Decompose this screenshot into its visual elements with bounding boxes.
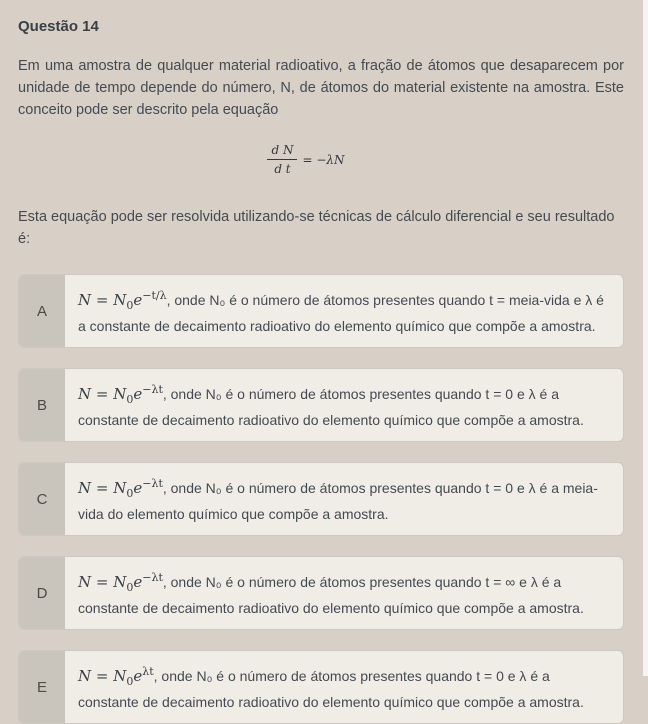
scrollbar[interactable]: [643, 0, 648, 676]
option-card-b[interactable]: [18, 368, 624, 442]
option-text-c: , onde N₀ é o número de átomos presentes quando t = 0 e λ é a meia-vida do elemento químico que compõe a amostra.: [78, 480, 598, 522]
option-letter-b[interactable]: B: [19, 369, 65, 441]
option-body-e: [65, 651, 623, 723]
option-body-d: [65, 557, 623, 629]
question-intro: Em uma amostra de qualquer material radioativo, a fração de átomos que desaparecem por unidade de tempo depende do número, N, de átomos do material existente na amostra. Este conceito pode ser descrito pela equação: [18, 58, 624, 118]
option-text-d: , onde N₀ é o número de átomos presentes quando t = ∞ e λ é a constante de decaimento radioativo do elemento químico que compõe a amostra.: [78, 574, 584, 616]
option-text-e: , onde N₀ é o número de átomos presentes quando t = 0 e λ é a constante de decaimento radioativo do elemento químico que compõe a amostra.: [78, 668, 584, 710]
option-letter-e[interactable]: E: [19, 651, 65, 723]
equation-fraction: [267, 143, 297, 176]
option-formula-c: $N = N_0e^{-\lambda t}$: [78, 477, 163, 500]
option-formula-d: $N = N_0e^{-\lambda t}$: [78, 571, 163, 594]
option-formula-a: $N = N_0e^{-t/\lambda}$: [78, 289, 167, 312]
equation-denominator: d t: [274, 162, 291, 176]
option-text-a: , onde N₀ é o número de átomos presentes quando t = meia-vida e λ é a constante de decaimento radioativo do elemento químico que compõe a amostra.: [78, 292, 604, 334]
decay-equation: [18, 143, 594, 176]
option-letter-c[interactable]: C: [19, 463, 65, 535]
options-list: [18, 274, 624, 724]
option-card-c[interactable]: [18, 462, 624, 536]
equation-numerator: d N: [267, 143, 297, 160]
option-body-b: [65, 369, 623, 441]
option-card-d[interactable]: [18, 556, 624, 630]
option-letter-a[interactable]: A: [19, 275, 65, 347]
option-formula-b: $N = N_0e^{-\lambda t}$: [78, 383, 163, 406]
option-body-c: [65, 463, 623, 535]
option-formula-e: $N = N_0e^{\lambda t}$: [78, 665, 154, 688]
option-card-a[interactable]: [18, 274, 624, 348]
option-body-a: [65, 275, 623, 347]
equation-rhs: = −λN: [302, 152, 345, 167]
question-followup: Esta equação pode ser resolvida utilizando-se técnicas de cálculo diferencial e seu resultado é:: [18, 209, 615, 247]
option-text-b: , onde N₀ é o número de átomos presentes quando t = 0 e λ é a constante de decaimento radioativo do elemento químico que compõe a amostra.: [78, 386, 584, 428]
option-card-e[interactable]: [18, 650, 624, 724]
question-title: Questão 14: [18, 18, 99, 35]
option-letter-d[interactable]: D: [19, 557, 65, 629]
